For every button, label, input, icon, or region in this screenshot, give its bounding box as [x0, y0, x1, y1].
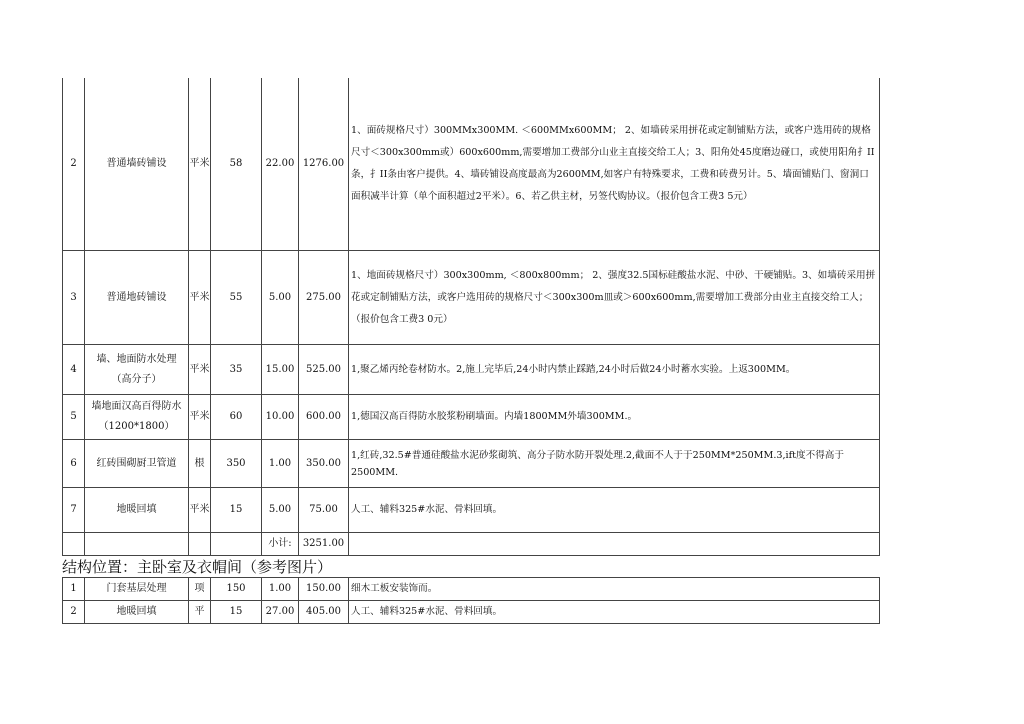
table-row — [62, 251, 880, 345]
item-amount: 150.00 — [299, 578, 349, 600]
section-title-row — [62, 556, 880, 578]
item-number: 7 — [63, 488, 85, 532]
item-description: 1,红砖,32.5#普通硅酸盐水泥砂浆砌筑、高分子防水防开裂处理.2,截面不人于于250MM*250MM.3,ift度不得高于2500MM. — [351, 449, 844, 478]
item-amount: 525.00 — [299, 345, 349, 394]
item-number: 1 — [63, 578, 85, 600]
item-unit: 根 — [189, 440, 211, 487]
item-quantity: 150 — [211, 578, 262, 600]
item-amount: 75.00 — [299, 488, 349, 532]
item-quantity: 35 — [211, 345, 262, 394]
table-row — [62, 395, 880, 440]
item-quantity: 15 — [211, 601, 262, 623]
item-unit-price: 1.00 — [262, 578, 299, 600]
item-unit-price: 1.00 — [262, 440, 299, 487]
subtotal-label: 小计: — [262, 533, 299, 555]
item-name: 红砖围砌厨卫管道 — [85, 440, 189, 487]
item-number: 5 — [63, 395, 85, 439]
item-description: 人工、辅料325#水泥、骨料回填。 — [351, 606, 503, 617]
subtotal-row — [62, 533, 880, 556]
table-row — [62, 578, 880, 601]
item-name: 普通墙砖铺设 — [85, 78, 189, 250]
item-description: 1、面砖规格尺寸）300MMx300MM. ＜600MMx600MM； 2、如墙砖采用拼花或定制铺贴方法，或客户选用砖的规格尺寸＜300x300mm或）600x600mm,需要增加工费部分山业主直接交给工人；3、阳角处45度磨边碰口，或使用阳角扌II条，扌II条由客户提供。4、墙砖铺设高度最高为2600MM,如客户有特殊要求，工费和砖费另计。5、墙面铺贴门、窗洞口面积减半计算（单个面积超过2平米）。6、若乙供主材，另签代购协议。（报价包含工费3 5元） — [351, 125, 875, 202]
table-row — [62, 440, 880, 488]
item-quantity: 55 — [211, 251, 262, 344]
item-number: 2 — [63, 78, 85, 250]
item-description: 1,德国汉高百得防水胶浆粉刷墙面。内墙1800MM外墙300MM.。 — [351, 411, 638, 422]
item-name: 地暖回填 — [85, 601, 189, 623]
item-number: 2 — [63, 601, 85, 623]
item-name: 门套基层处理 — [85, 578, 189, 600]
item-unit-price: 10.00 — [262, 395, 299, 439]
item-name: 普通地砖铺设 — [85, 251, 189, 344]
item-number: 4 — [63, 345, 85, 394]
table-row — [62, 601, 880, 624]
item-amount: 1276.00 — [299, 78, 349, 250]
item-unit: 平米 — [189, 395, 211, 439]
item-quantity: 15 — [211, 488, 262, 532]
item-unit: 平米 — [189, 488, 211, 532]
item-unit-price: 15.00 — [262, 345, 299, 394]
item-number: 3 — [63, 251, 85, 344]
item-amount: 405.00 — [299, 601, 349, 623]
item-amount: 600.00 — [299, 395, 349, 439]
item-description: 人工、辅料325#水泥、骨料回填。 — [351, 504, 503, 515]
item-description: 1,聚乙烯丙纶卷材防水。2,施丄完毕后,24小时内禁止踩踏,24小时后做24小时蓄水实验。上返300MM。 — [351, 363, 796, 375]
subtotal-amount: 3251.00 — [299, 533, 349, 555]
item-name: 墙、地面防水处理（高分子） — [85, 345, 189, 394]
item-unit-price: 5.00 — [262, 488, 299, 532]
item-unit: 平米 — [189, 251, 211, 344]
item-amount: 275.00 — [299, 251, 349, 344]
item-unit: 平米 — [189, 78, 211, 250]
item-unit-price: 5.00 — [262, 251, 299, 344]
item-quantity: 60 — [211, 395, 262, 439]
quote-sheet — [62, 78, 880, 624]
item-name: 地暖回填 — [85, 488, 189, 532]
table-row — [62, 78, 880, 251]
item-quantity: 58 — [211, 78, 262, 250]
item-unit-price: 22.00 — [262, 78, 299, 250]
section-title: 结构位置：主卧室及衣帽间（参考图片） — [62, 558, 333, 576]
item-unit: 项 — [189, 578, 211, 600]
item-name: 墙地面汉高百得防水（1200*1800） — [85, 395, 189, 439]
item-quantity: 350 — [211, 440, 262, 487]
table-row — [62, 345, 880, 395]
item-amount: 350.00 — [299, 440, 349, 487]
item-description: 细木工板安装饰而。 — [351, 583, 438, 594]
item-unit: 平 — [189, 601, 211, 623]
item-number: 6 — [63, 440, 85, 487]
item-unit-price: 27.00 — [262, 601, 299, 623]
table-row — [62, 488, 880, 533]
item-unit: 平米 — [189, 345, 211, 394]
item-description: 1、地面砖规格尺寸）300x300mm, ＜800x800mm； 2、强度32.5国标硅酸盐水泥、中砂、干硬铺贴。3、如墙砖采用拼花或定制铺贴方法，或客户选用砖的规格尺寸＜300x300m皿或＞600x600mm,需要增加工费部分由业主直接交给工人；（报价包含工费3 0元） — [351, 269, 876, 325]
